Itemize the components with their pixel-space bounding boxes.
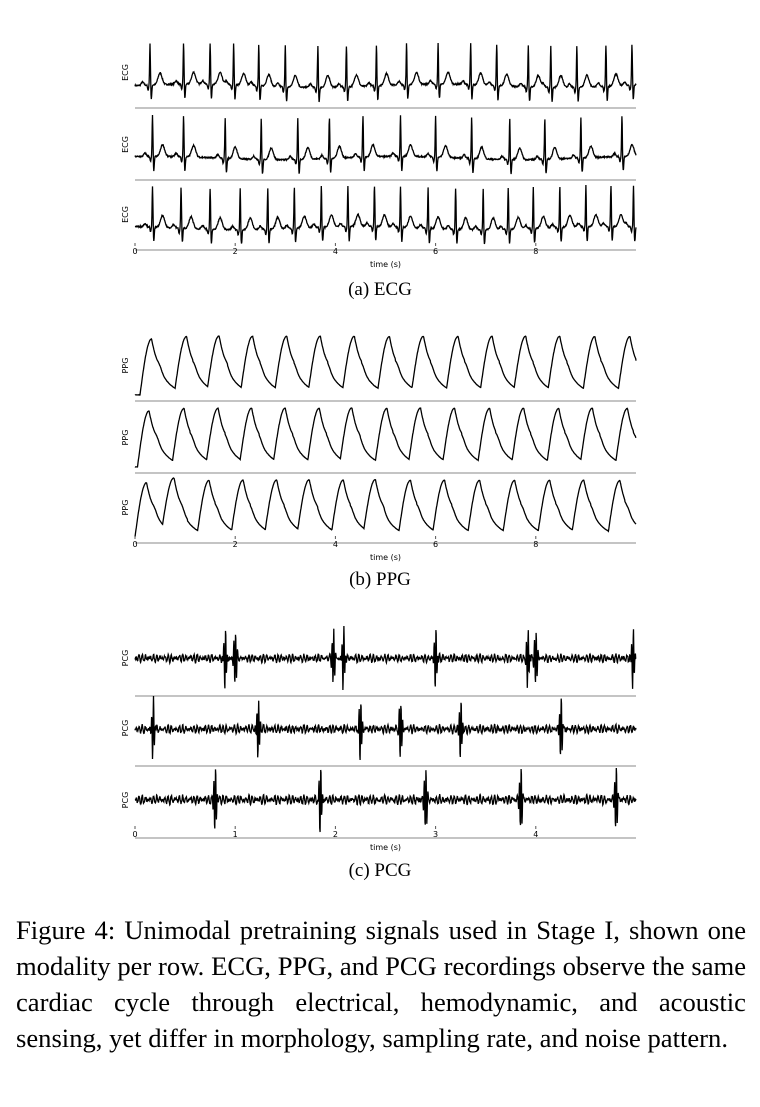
signal-line [135,768,636,832]
x-tick-label: 4 [533,830,539,839]
y-axis-label: ECG [121,64,130,81]
y-axis-label: PPG [121,499,130,516]
signal-row-pcg-3 [121,768,636,838]
signal-line [135,626,636,690]
signal-line [135,696,636,760]
x-tick-label: 4 [332,540,338,549]
x-tick-label: 0 [132,247,138,256]
ppg-subcaption: (b) PPG [349,569,411,590]
x-tick-label: 6 [433,247,439,256]
signal-line [135,115,636,174]
y-axis-label: PCG [121,791,130,809]
x-tick-label: 4 [332,247,338,256]
x-tick-label: 3 [433,830,439,839]
signal-row-ppg-3 [121,478,636,543]
x-tick-label: 1 [232,830,238,839]
y-axis-label: ECG [121,136,130,153]
signal-row-ecg-2 [121,115,636,180]
x-axis-label: time (s) [369,843,402,852]
y-axis-label: PPG [121,357,130,374]
x-tick-label: 2 [232,247,238,256]
x-tick-label: 8 [533,247,539,256]
signal-line [135,478,636,537]
signal-line [135,185,636,244]
signal-line [135,408,636,467]
x-tick-label: 8 [533,540,539,549]
signal-row-ppg-1 [121,336,636,401]
x-tick-label: 0 [132,830,138,839]
x-axis-label: time (s) [369,260,402,269]
pcg-subcaption: (c) PCG [348,860,412,881]
y-axis-label: PCG [121,649,130,667]
signal-row-ecg-1 [121,43,636,108]
signal-line [135,43,636,102]
x-tick-label: 6 [433,540,439,549]
ecg-panel [0,30,760,280]
pcg-panel [0,605,760,860]
ecg-subcaption: (a) ECG [348,279,412,300]
signal-row-pcg-1 [121,626,636,696]
y-axis-label: ECG [121,206,130,223]
signal-row-ppg-2 [121,408,636,473]
signal-line [135,336,636,395]
ppg-panel [0,315,760,570]
signal-row-ecg-3 [121,185,636,250]
signal-row-pcg-2 [121,696,636,766]
x-tick-label: 0 [132,540,138,549]
x-tick-label: 2 [232,540,238,549]
y-axis-label: PCG [121,719,130,737]
y-axis-label: PPG [121,429,130,446]
x-tick-label: 2 [332,830,338,839]
figure-caption: Figure 4: Unimodal pretraining signals used in Stage I, shown one modality per row. ECG, PPG, and PCG recordings observe the same cardiac cycle through electrical, hemodynamic, and acoustic sensing, yet differ in morphology, sampling rate, and noise pattern. [16,915,746,1053]
x-axis-label: time (s) [369,553,402,562]
